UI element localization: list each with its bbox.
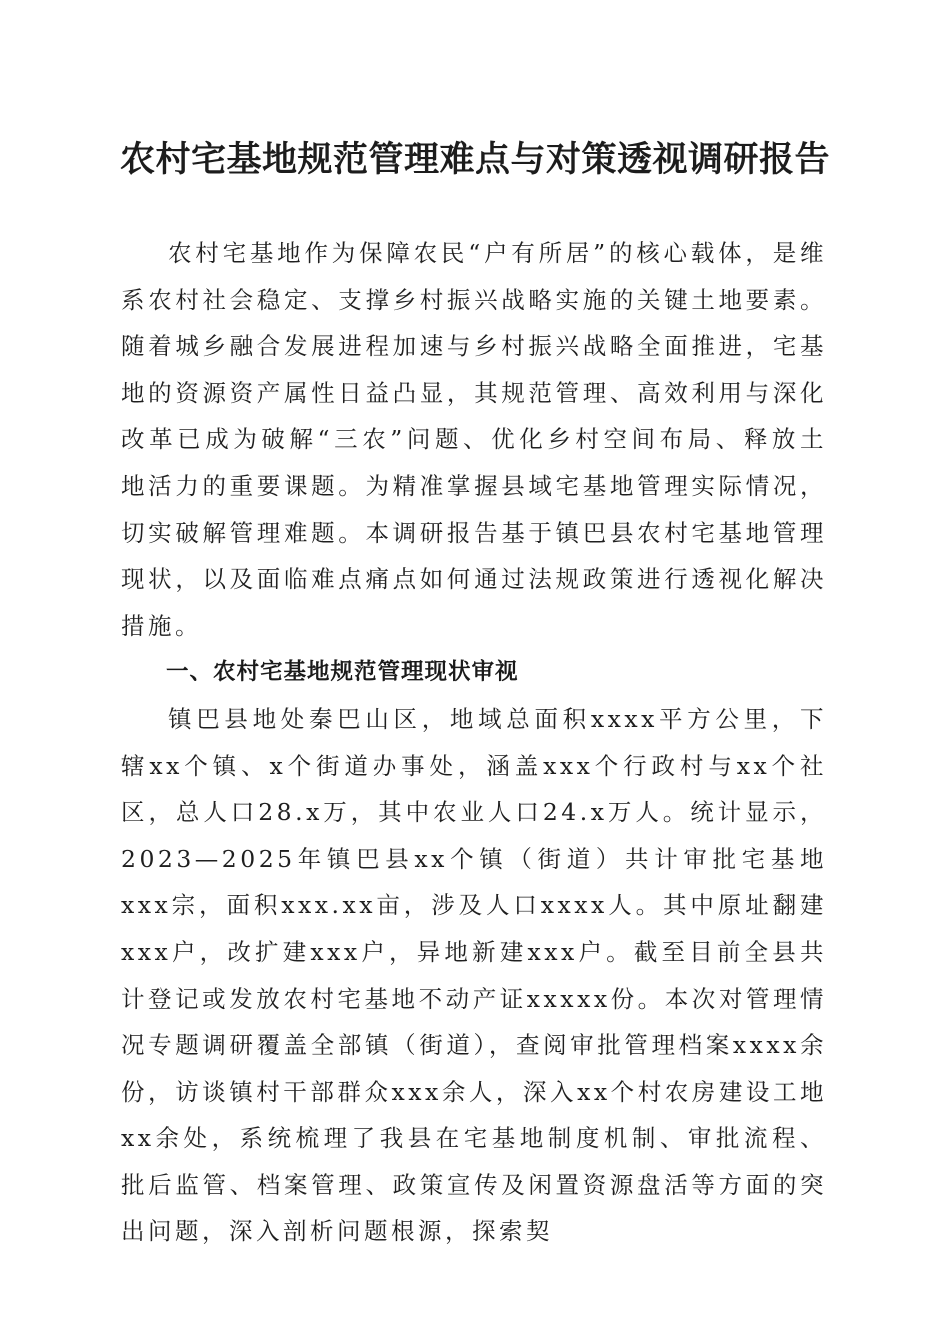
- intro-paragraph: 农村宅基地作为保障农民“户有所居”的核心载体，是维系农村社会稳定、支撑乡村振兴战略实施的关键土地要素。随着城乡融合发展进程加速与乡村振兴战略全面推进，宅基地的资源资产属性日益凸显，其规范管理、高效利用与深化改革已成为破解“三农”问题、优化乡村空间布局、释放土地活力的重要课题。为精准掌握县域宅基地管理实际情况，切实破解管理难题。本调研报告基于镇巴县农村宅基地管理现状，以及面临难点痛点如何通过法规政策进行透视化解决措施。: [121, 239, 827, 640]
- document-body: [121, 230, 827, 1255]
- section-heading: 一、农村宅基地规范管理现状审视: [166, 659, 519, 686]
- section-paragraph: 镇巴县地处秦巴山区，地域总面积xxxx平方公里，下辖xx个镇、x个街道办事处，涵盖xxx个行政村与xx个社区，总人口28.x万，其中农业人口24.x万人。统计显示，2023—2025年镇巴县xx个镇（街道）共计审批宅基地xxx宗，面积xxx.xx亩，涉及人口xxxx人。其中原址翻建xxx户，改扩建xxx户，异地新建xxx户。截至目前全县共计登记或发放农村宅基地不动产证xxxxx份。本次对管理情况专题调研覆盖全部镇（街道），查阅审批管理档案xxxx余份，访谈镇村干部群众xxx余人，深入xx个村农房建设工地xx余处，系统梳理了我县在宅基地制度机制、审批流程、批后监管、档案管理、政策宣传及闲置资源盘活等方面的突出问题，深入剖析问题根源，探索契: [121, 704, 827, 1246]
- document-title: 农村宅基地规范管理难点与对策透视调研报告: [119, 139, 830, 180]
